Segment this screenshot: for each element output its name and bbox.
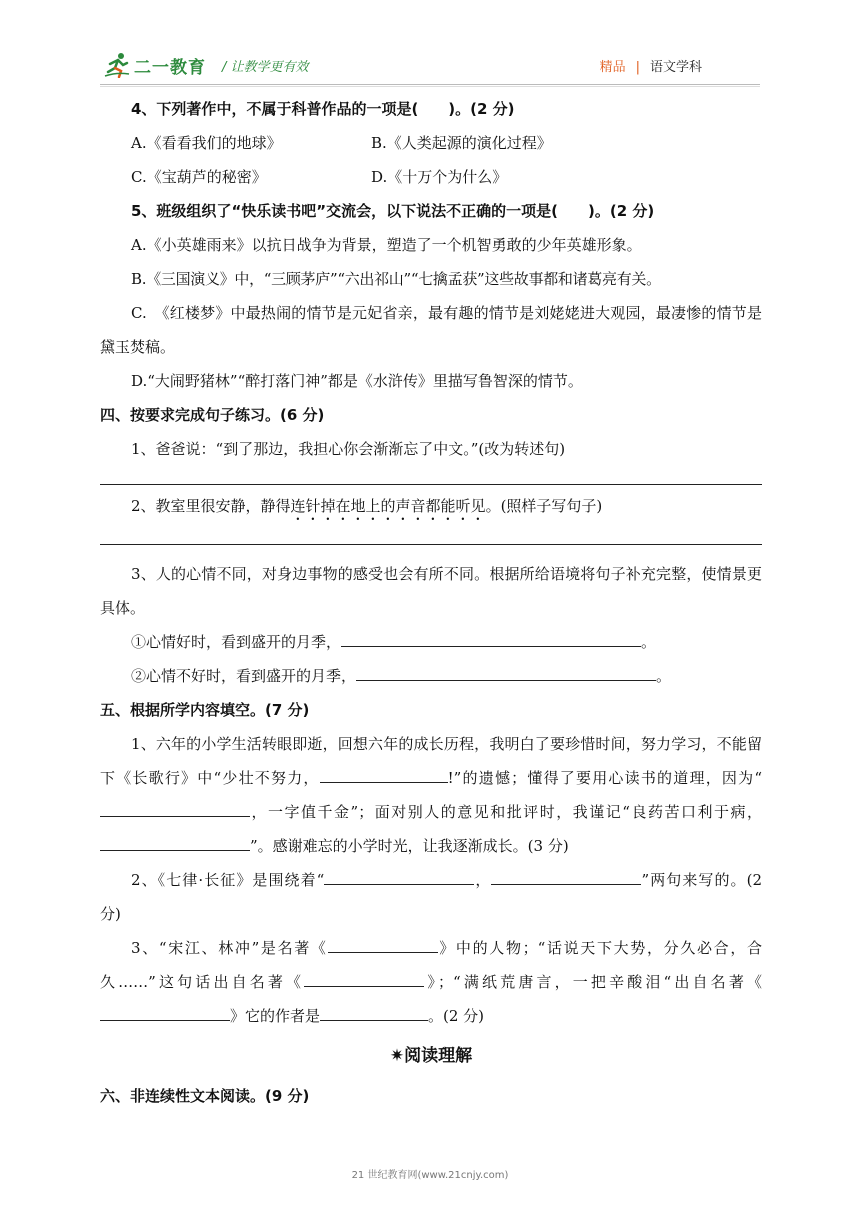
blank-5-1a[interactable] bbox=[320, 766, 448, 783]
sec5-item-1-d: ”。感谢难忘的小学时光，让我逐渐成长。(3 分) bbox=[250, 837, 569, 855]
q4-option-a: A.《看看我们的地球》 bbox=[131, 134, 282, 152]
sec4-item-3b bbox=[100, 659, 762, 693]
q4-options-ab bbox=[100, 126, 762, 160]
section-5-title: 五、根据所学内容填空。(7 分) bbox=[100, 701, 310, 719]
section-4-title: 四、按要求完成句子练习。(6 分) bbox=[100, 406, 325, 424]
logo-text: 二一教育 bbox=[134, 57, 206, 78]
blank-3a[interactable] bbox=[341, 630, 641, 647]
q5-option-a: A.《小英雄雨来》以抗日战争为背景，塑造了一个机智勇敢的少年英雄形象。 bbox=[131, 236, 642, 254]
sec5-item-1-c: ，一字值千金”；面对别人的意见和批评时，我谨记“良药苦口利于病， bbox=[250, 803, 762, 821]
blank-5-3a[interactable] bbox=[328, 936, 438, 953]
q5-stem: 5、班级组织了“快乐读书吧”交流会，以下说法不正确的一项是( )。(2 分) bbox=[131, 202, 655, 220]
subject-label: 语文学科 bbox=[649, 60, 702, 75]
brand-logo bbox=[104, 50, 206, 80]
reading-heading: ✷阅读理解 bbox=[389, 1046, 473, 1066]
answer-line-1 bbox=[100, 484, 762, 485]
header-rule-2 bbox=[100, 86, 760, 87]
quality-label: 精品 bbox=[599, 60, 626, 75]
header-rule bbox=[100, 84, 760, 85]
sec4-item-3: 3、人的心情不同，对身边事物的感受也会有所不同。根据所给语境将句子补充完整，使情景更具体。 bbox=[100, 565, 762, 617]
slogan: / 让教学更有效 bbox=[222, 60, 309, 75]
q4-option-d: D.《十万个为什么》 bbox=[371, 168, 508, 186]
sec4-item-3a-end: 。 bbox=[641, 633, 657, 651]
header-right bbox=[600, 56, 702, 75]
blank-5-3c[interactable] bbox=[100, 1004, 230, 1021]
sec4-item-2-dotted: 连针掉在地上的声音都能听见 bbox=[290, 497, 486, 515]
q4-options-cd bbox=[100, 160, 762, 194]
sec5-item-1 bbox=[100, 727, 762, 863]
sec4-item-3b-end: 。 bbox=[656, 667, 672, 685]
answer-line-2 bbox=[100, 544, 762, 545]
q4-option-c: C.《宝葫芦的秘密》 bbox=[131, 168, 267, 186]
sec4-item-2 bbox=[100, 489, 762, 524]
sec5-item-1-a: 1、六年的小学生活转眼即逝，回想六年的成长历程，我明白了要珍惜时间，努力学习，不能留下《长歌行》中“少壮不努力， bbox=[100, 735, 762, 787]
q5-option-d: D.“大闹野猪林”“醉打落门神”都是《水浒传》里描写鲁智深的情节。 bbox=[131, 372, 583, 390]
sec5-item-3-b: 》中的人物；“话说天下大势，分久必合，合久……”这句话出自名著《 bbox=[100, 939, 762, 991]
document-body bbox=[100, 92, 762, 1113]
runner-icon bbox=[104, 52, 130, 78]
sec4-item-3a bbox=[100, 625, 762, 659]
blank-5-2a[interactable] bbox=[324, 868, 474, 885]
sec4-item-2-post: 。(照样子写句子) bbox=[485, 497, 603, 515]
blank-3b[interactable] bbox=[356, 664, 656, 681]
sec5-item-3-a: 3、“宋江、林冲”是名著《 bbox=[131, 939, 328, 957]
sec5-item-3 bbox=[100, 931, 762, 1033]
sec5-item-2-b: ， bbox=[474, 871, 492, 889]
q5-option-c: C. 《红楼梦》中最热闹的情节是元妃省亲，最有趣的情节是刘姥姥进大观园，最凄惨的情节是黛玉焚稿。 bbox=[100, 304, 762, 356]
page-footer: 21 世纪教育网(www.21cnjy.com) bbox=[351, 1170, 509, 1181]
blank-5-3d[interactable] bbox=[320, 1004, 428, 1021]
blank-5-2b[interactable] bbox=[491, 868, 641, 885]
sec4-item-3b-text: ②心情不好时，看到盛开的月季， bbox=[131, 667, 357, 685]
sec5-item-2-a: 2、《七律·长征》是围绕着“ bbox=[131, 871, 325, 889]
sec5-item-3-d: 》它的作者是 bbox=[230, 1007, 321, 1025]
page-header bbox=[0, 0, 860, 90]
sec4-item-2-pre: 2、教室里很安静，静得 bbox=[131, 497, 291, 515]
blank-5-1c[interactable] bbox=[100, 834, 250, 851]
sec5-item-1-b: !”的遗憾；懂得了要用心读书的道理，因为“ bbox=[447, 769, 762, 787]
sec5-item-3-c: 》；“满纸荒唐言，一把辛酸泪“出自名著《 bbox=[424, 973, 762, 991]
sec4-item-1: 1、爸爸说：“到了那边，我担心你会渐渐忘了中文。”(改为转述句) bbox=[131, 440, 566, 458]
sec4-item-3a-text: ①心情好时，看到盛开的月季， bbox=[131, 633, 342, 651]
header-divider: | bbox=[635, 60, 640, 75]
q4-stem: 4、下列著作中，不属于科普作品的一项是( )。(2 分) bbox=[131, 100, 515, 118]
sec5-item-2-c: ”两句来写的。(2 分) bbox=[100, 871, 762, 923]
blank-5-1b[interactable] bbox=[100, 800, 250, 817]
sec5-item-2 bbox=[100, 863, 762, 931]
sec5-item-3-e: 。(2 分) bbox=[428, 1007, 485, 1025]
blank-5-3b[interactable] bbox=[304, 970, 424, 987]
section-6-title: 六、非连续性文本阅读。(9 分) bbox=[100, 1087, 310, 1105]
q5-option-b: B.《三国演义》中，“三顾茅庐”“六出祁山”“七擒孟获”这些故事都和诸葛亮有关。 bbox=[131, 270, 661, 288]
q4-option-b: B.《人类起源的演化过程》 bbox=[371, 134, 552, 152]
